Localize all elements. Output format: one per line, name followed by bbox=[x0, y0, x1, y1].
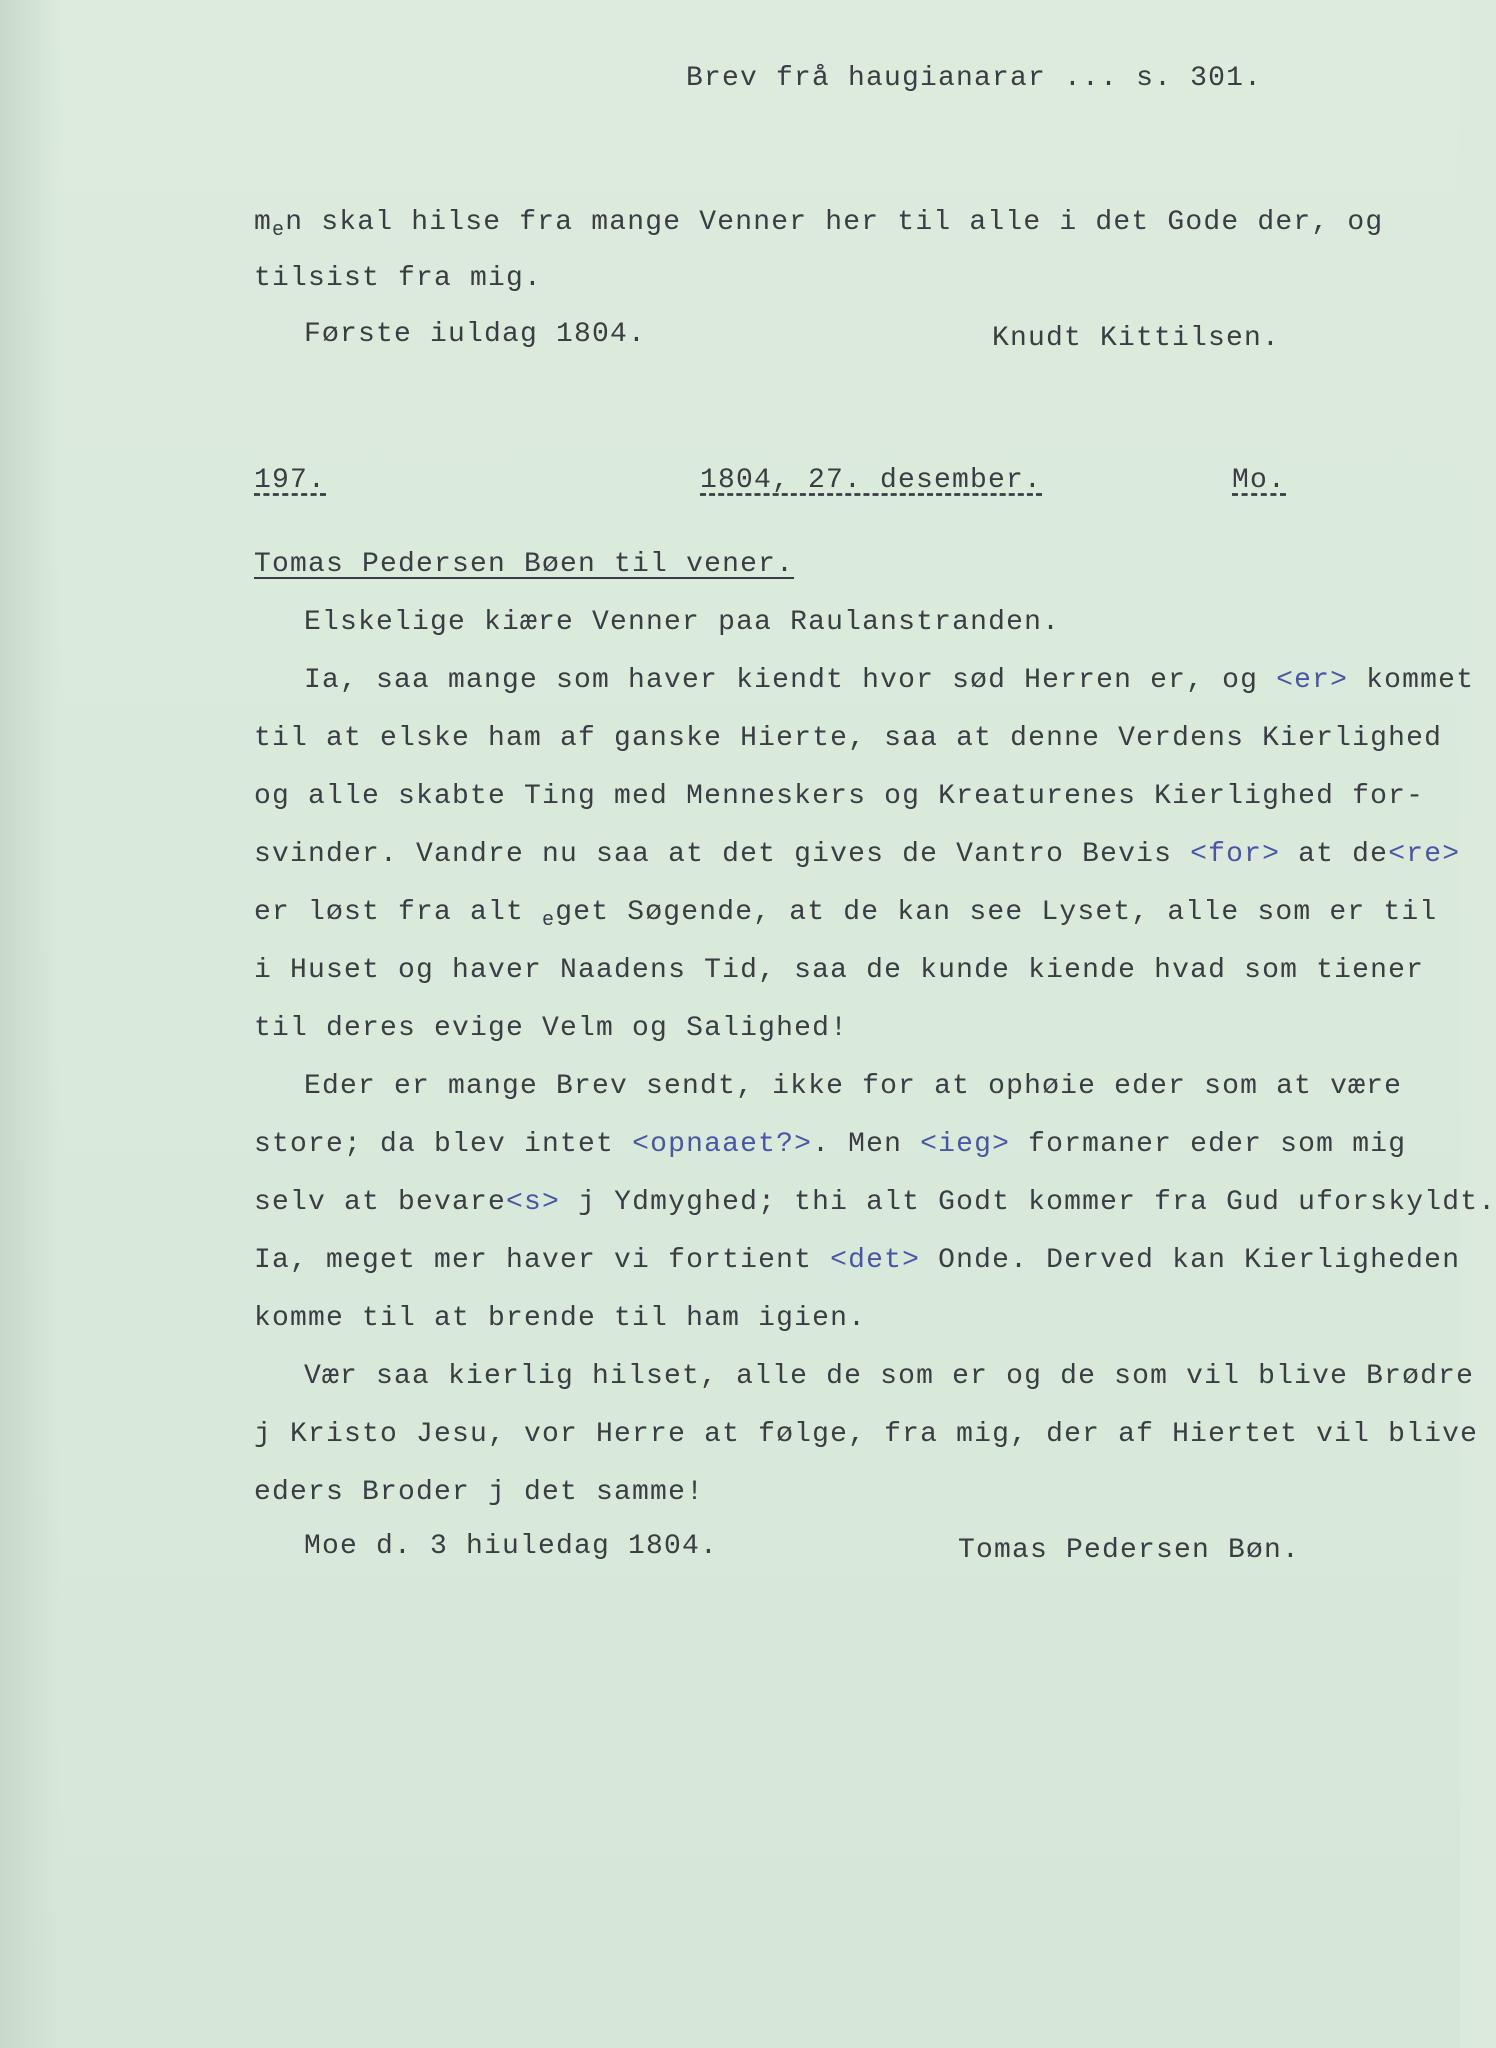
p2-line-5: komme til at brende til ham igien. bbox=[254, 1303, 867, 1334]
p2-line-2: store; da blev intet <opnaaet?>. Men <ieg> formaner eder som mig bbox=[254, 1129, 1407, 1160]
p2-line-4: Ia, meget mer haver vi fortient <det> Onde. Derved kan Kierligheden bbox=[254, 1245, 1461, 1276]
letter-salutation: Elskelige kiære Venner paa Raulanstranden. bbox=[304, 607, 1061, 638]
p2-line-1: Eder er mange Brev sendt, ikke for at ophøie eder som at være bbox=[304, 1071, 1403, 1102]
closing-date: Moe d. 3 hiuledag 1804. bbox=[304, 1531, 719, 1562]
prev-letter-line-1: $m_en$ skal hilse fra mange Venner her til alle i det Gode der, og bbox=[254, 207, 1384, 242]
prev-letter-line-2: tilsist fra mig. bbox=[254, 263, 543, 294]
p3-line-2: j Kristo Jesu, vor Herre at følge, fra mig, der af Hiertet vil blive bbox=[254, 1419, 1479, 1450]
p1-line-1: Ia, saa mange som haver kiendt hvor sød Herren er, og <er> kommet bbox=[304, 665, 1475, 696]
prev-letter-signature: Knudt Kittilsen. bbox=[992, 323, 1281, 354]
closing-signature: Tomas Pedersen Bøn. bbox=[958, 1535, 1301, 1566]
prev-letter-date: Første iuldag 1804. bbox=[304, 319, 647, 350]
p3-line-1: Vær saa kierlig hilset, alle de som er og de som vil blive Brødre bbox=[304, 1361, 1475, 1392]
letter-number: 197. bbox=[254, 465, 327, 496]
page-edge-shadow bbox=[0, 0, 60, 2048]
p1-line-2: til at elske ham af ganske Hierte, saa at denne Verdens Kierlighed bbox=[254, 723, 1443, 754]
p1-line-4: svinder. Vandre nu saa at det gives de Vantro Bevis <for> at de<re> bbox=[254, 839, 1461, 870]
p3-line-3: eders Broder j det samme! bbox=[254, 1477, 705, 1508]
letter-title: Tomas Pedersen Bøen til vener. bbox=[254, 549, 795, 580]
p1-line-5: er løst fra alt $_e$get Søgende, at de kan see Lyset, alle som er til bbox=[254, 897, 1438, 932]
letter-date: 1804, 27. desember. bbox=[700, 465, 1043, 496]
p1-line-3: og alle skabte Ting med Menneskers og Kreaturenes Kierlighed for- bbox=[254, 781, 1425, 812]
p1-line-6: i Huset og haver Naadens Tid, saa de kunde kiende hvad som tiener bbox=[254, 955, 1425, 986]
letter-place: Mo. bbox=[1232, 465, 1287, 496]
p1-line-7: til deres evige Velm og Salighed! bbox=[254, 1013, 849, 1044]
page-header: Brev frå haugianarar ... s. 301. bbox=[686, 63, 1263, 94]
p2-line-3: selv at bevare<s> j Ydmyghed; thi alt Godt kommer fra Gud uforskyldt. bbox=[254, 1187, 1496, 1218]
